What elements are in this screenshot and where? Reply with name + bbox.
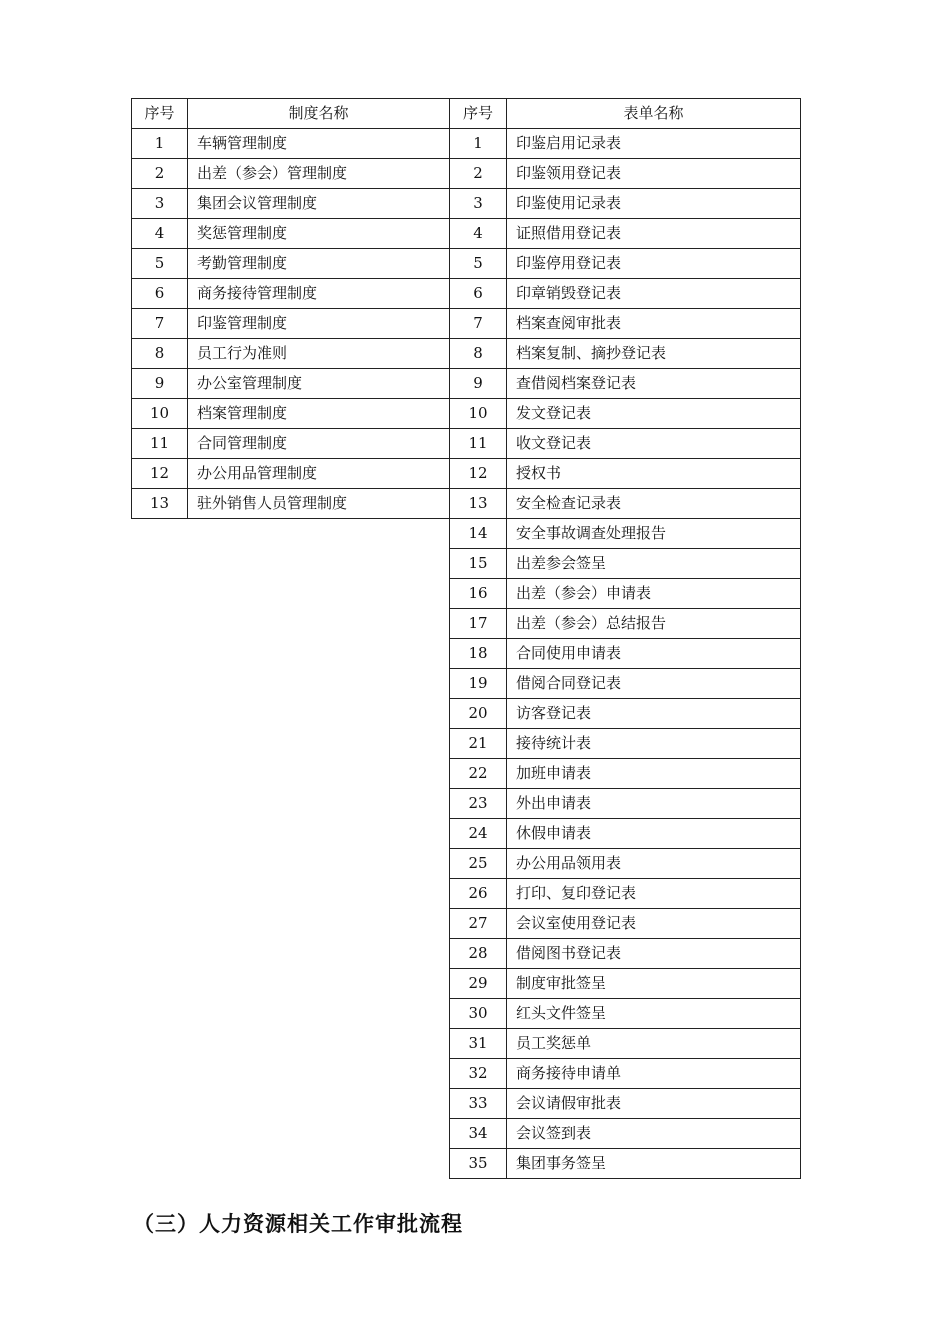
regulation-number: 8 — [132, 339, 188, 369]
table-row — [132, 1119, 801, 1149]
form-name: 印章销毁登记表 — [507, 279, 801, 309]
regulation-number: 2 — [132, 159, 188, 189]
header-regulation-name: 制度名称 — [188, 99, 450, 129]
table-row — [132, 549, 801, 579]
empty-cell — [188, 999, 450, 1029]
table-row — [132, 789, 801, 819]
regulation-name: 办公用品管理制度 — [188, 459, 450, 489]
empty-cell — [132, 939, 188, 969]
form-number: 1 — [450, 129, 507, 159]
empty-cell — [132, 699, 188, 729]
table-row — [132, 429, 801, 459]
empty-cell — [132, 669, 188, 699]
empty-cell — [132, 999, 188, 1029]
empty-cell — [188, 909, 450, 939]
form-number: 27 — [450, 909, 507, 939]
form-name: 出差（参会）总结报告 — [507, 609, 801, 639]
form-name: 出差（参会）申请表 — [507, 579, 801, 609]
empty-cell — [132, 1029, 188, 1059]
form-number: 31 — [450, 1029, 507, 1059]
empty-cell — [188, 789, 450, 819]
regulation-number: 12 — [132, 459, 188, 489]
table-row — [132, 489, 801, 519]
regulation-name: 出差（参会）管理制度 — [188, 159, 450, 189]
form-number: 34 — [450, 1119, 507, 1149]
form-number: 25 — [450, 849, 507, 879]
empty-cell — [188, 879, 450, 909]
table-row — [132, 999, 801, 1029]
empty-cell — [188, 849, 450, 879]
table-row — [132, 369, 801, 399]
empty-cell — [132, 909, 188, 939]
form-number: 24 — [450, 819, 507, 849]
form-number: 9 — [450, 369, 507, 399]
regulation-number: 10 — [132, 399, 188, 429]
regulation-number: 6 — [132, 279, 188, 309]
regulation-name: 车辆管理制度 — [188, 129, 450, 159]
empty-cell — [188, 609, 450, 639]
empty-cell — [132, 1089, 188, 1119]
empty-cell — [188, 729, 450, 759]
form-name: 员工奖惩单 — [507, 1029, 801, 1059]
form-number: 22 — [450, 759, 507, 789]
form-name: 档案复制、摘抄登记表 — [507, 339, 801, 369]
form-number: 32 — [450, 1059, 507, 1089]
regulation-number: 4 — [132, 219, 188, 249]
table-row — [132, 1089, 801, 1119]
form-name: 接待统计表 — [507, 729, 801, 759]
section-heading: （三）人力资源相关工作审批流程 — [133, 1212, 463, 1236]
form-name: 借阅图书登记表 — [507, 939, 801, 969]
empty-cell — [132, 849, 188, 879]
regulation-number: 1 — [132, 129, 188, 159]
empty-cell — [132, 819, 188, 849]
form-name: 印鉴领用登记表 — [507, 159, 801, 189]
empty-cell — [132, 639, 188, 669]
table-row — [132, 579, 801, 609]
table-row — [132, 699, 801, 729]
form-name: 出差参会签呈 — [507, 549, 801, 579]
table-row — [132, 759, 801, 789]
form-name: 授权书 — [507, 459, 801, 489]
form-name: 集团事务签呈 — [507, 1149, 801, 1179]
regulation-name: 商务接待管理制度 — [188, 279, 450, 309]
form-name: 借阅合同登记表 — [507, 669, 801, 699]
form-name: 安全检查记录表 — [507, 489, 801, 519]
form-number: 18 — [450, 639, 507, 669]
form-number: 5 — [450, 249, 507, 279]
table-row — [132, 1149, 801, 1179]
form-name: 印鉴启用记录表 — [507, 129, 801, 159]
empty-cell — [188, 969, 450, 999]
empty-cell — [132, 609, 188, 639]
form-number: 29 — [450, 969, 507, 999]
table-row — [132, 459, 801, 489]
form-number: 11 — [450, 429, 507, 459]
regulations-forms-table — [131, 98, 801, 1179]
regulation-number: 5 — [132, 249, 188, 279]
form-number: 2 — [450, 159, 507, 189]
form-name: 会议室使用登记表 — [507, 909, 801, 939]
form-number: 15 — [450, 549, 507, 579]
form-number: 28 — [450, 939, 507, 969]
table-row — [132, 669, 801, 699]
regulation-name: 合同管理制度 — [188, 429, 450, 459]
form-number: 17 — [450, 609, 507, 639]
form-number: 4 — [450, 219, 507, 249]
form-number: 23 — [450, 789, 507, 819]
table-row — [132, 939, 801, 969]
table-row — [132, 909, 801, 939]
regulation-name: 办公室管理制度 — [188, 369, 450, 399]
form-name: 印鉴使用记录表 — [507, 189, 801, 219]
regulation-name: 奖惩管理制度 — [188, 219, 450, 249]
empty-cell — [188, 669, 450, 699]
regulation-number: 9 — [132, 369, 188, 399]
regulation-name: 集团会议管理制度 — [188, 189, 450, 219]
form-number: 19 — [450, 669, 507, 699]
empty-cell — [188, 549, 450, 579]
empty-cell — [132, 759, 188, 789]
regulation-name: 印鉴管理制度 — [188, 309, 450, 339]
table-row — [132, 159, 801, 189]
empty-cell — [188, 1119, 450, 1149]
empty-cell — [188, 1089, 450, 1119]
table-row — [132, 639, 801, 669]
form-number: 6 — [450, 279, 507, 309]
regulation-number: 11 — [132, 429, 188, 459]
empty-cell — [188, 759, 450, 789]
form-number: 16 — [450, 579, 507, 609]
empty-cell — [188, 519, 450, 549]
regulation-number: 3 — [132, 189, 188, 219]
table-row — [132, 849, 801, 879]
form-number: 8 — [450, 339, 507, 369]
empty-cell — [132, 519, 188, 549]
form-number: 26 — [450, 879, 507, 909]
table-row — [132, 729, 801, 759]
form-name: 商务接待申请单 — [507, 1059, 801, 1089]
empty-cell — [132, 729, 188, 759]
table-row — [132, 339, 801, 369]
form-name: 发文登记表 — [507, 399, 801, 429]
form-name: 会议签到表 — [507, 1119, 801, 1149]
table-row — [132, 279, 801, 309]
table-row — [132, 1029, 801, 1059]
table-row — [132, 399, 801, 429]
empty-cell — [132, 579, 188, 609]
form-name: 打印、复印登记表 — [507, 879, 801, 909]
regulation-name: 驻外销售人员管理制度 — [188, 489, 450, 519]
regulation-name: 员工行为准则 — [188, 339, 450, 369]
empty-cell — [132, 1119, 188, 1149]
table-row — [132, 189, 801, 219]
form-name: 办公用品领用表 — [507, 849, 801, 879]
empty-cell — [132, 549, 188, 579]
empty-cell — [132, 1059, 188, 1089]
empty-cell — [132, 1149, 188, 1179]
form-number: 12 — [450, 459, 507, 489]
table-row — [132, 219, 801, 249]
empty-cell — [188, 639, 450, 669]
regulation-name: 考勤管理制度 — [188, 249, 450, 279]
header-form-name: 表单名称 — [507, 99, 801, 129]
empty-cell — [188, 579, 450, 609]
table-row — [132, 969, 801, 999]
empty-cell — [188, 699, 450, 729]
empty-cell — [132, 879, 188, 909]
form-name: 印鉴停用登记表 — [507, 249, 801, 279]
form-name: 会议请假审批表 — [507, 1089, 801, 1119]
regulation-name: 档案管理制度 — [188, 399, 450, 429]
form-number: 20 — [450, 699, 507, 729]
empty-cell — [188, 1059, 450, 1089]
form-number: 33 — [450, 1089, 507, 1119]
form-number: 35 — [450, 1149, 507, 1179]
table-header-row — [132, 99, 801, 129]
empty-cell — [188, 939, 450, 969]
table-row — [132, 609, 801, 639]
form-name: 休假申请表 — [507, 819, 801, 849]
form-name: 查借阅档案登记表 — [507, 369, 801, 399]
empty-cell — [188, 819, 450, 849]
form-number: 7 — [450, 309, 507, 339]
regulation-number: 7 — [132, 309, 188, 339]
empty-cell — [132, 969, 188, 999]
empty-cell — [188, 1029, 450, 1059]
form-number: 14 — [450, 519, 507, 549]
form-number: 30 — [450, 999, 507, 1029]
form-name: 合同使用申请表 — [507, 639, 801, 669]
form-name: 访客登记表 — [507, 699, 801, 729]
form-number: 10 — [450, 399, 507, 429]
form-number: 21 — [450, 729, 507, 759]
table-row — [132, 129, 801, 159]
header-seq-2: 序号 — [450, 99, 507, 129]
form-name: 证照借用登记表 — [507, 219, 801, 249]
empty-cell — [132, 789, 188, 819]
table-row — [132, 249, 801, 279]
form-name: 安全事故调查处理报告 — [507, 519, 801, 549]
form-name: 制度审批签呈 — [507, 969, 801, 999]
table-row — [132, 819, 801, 849]
form-name: 加班申请表 — [507, 759, 801, 789]
form-number: 3 — [450, 189, 507, 219]
form-name: 收文登记表 — [507, 429, 801, 459]
form-name: 档案查阅审批表 — [507, 309, 801, 339]
table-row — [132, 879, 801, 909]
table-row — [132, 309, 801, 339]
table-row — [132, 519, 801, 549]
header-seq: 序号 — [132, 99, 188, 129]
table-row — [132, 1059, 801, 1089]
form-name: 红头文件签呈 — [507, 999, 801, 1029]
form-number: 13 — [450, 489, 507, 519]
regulation-number: 13 — [132, 489, 188, 519]
form-name: 外出申请表 — [507, 789, 801, 819]
empty-cell — [188, 1149, 450, 1179]
